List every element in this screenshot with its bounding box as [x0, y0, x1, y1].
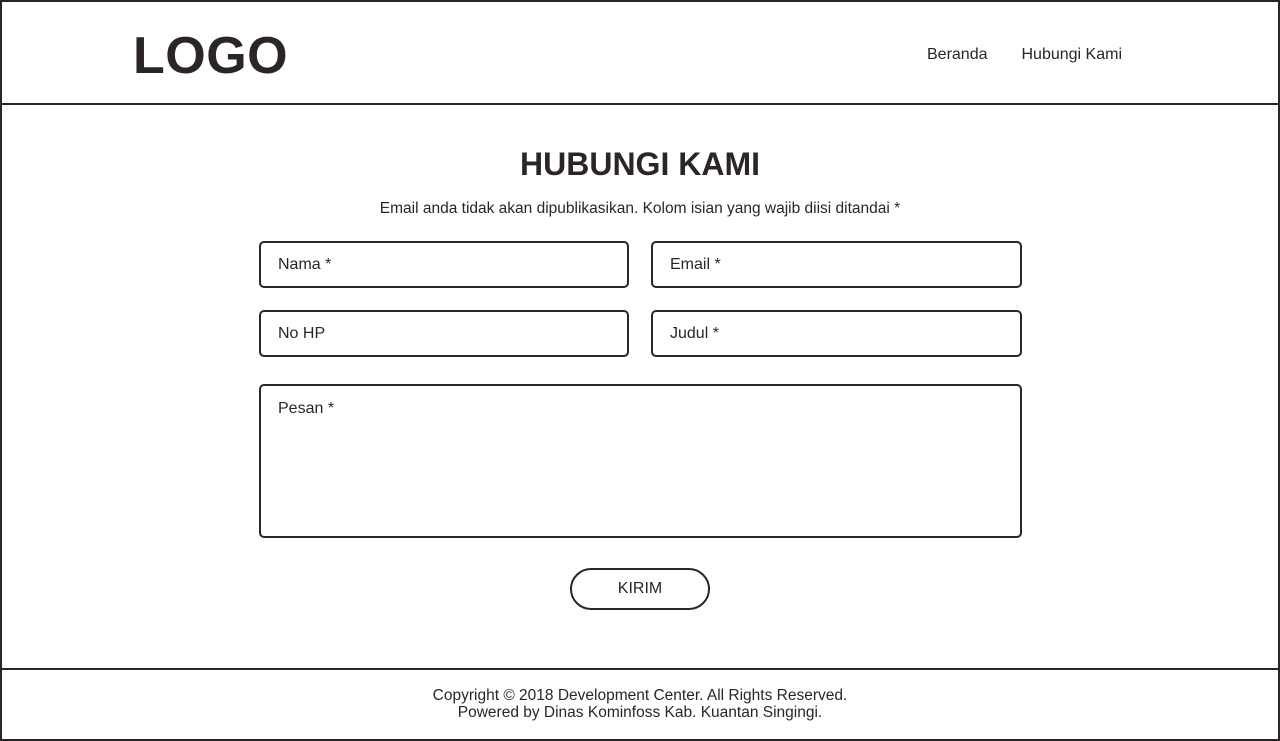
pesan-textarea[interactable] — [261, 386, 1020, 536]
nama-field — [259, 241, 629, 288]
page-title: HUBUNGI KAMI — [520, 146, 760, 182]
nav-link-hubungi-kami[interactable]: Hubungi Kami — [1021, 46, 1122, 63]
email-field — [651, 241, 1022, 288]
logo[interactable]: LOGO — [133, 27, 289, 85]
hp-field — [259, 310, 629, 357]
nav-link-beranda[interactable]: Beranda — [927, 46, 988, 63]
email-input[interactable] — [653, 243, 1020, 286]
site-footer — [0, 668, 1280, 741]
kirim-button[interactable]: KIRIM — [570, 568, 710, 610]
nama-input[interactable] — [261, 243, 627, 286]
copyright-text: Copyright © 2018 Development Center. All Rights Reserved. — [432, 687, 848, 704]
site-header — [0, 0, 1280, 105]
powered-by-text: Powered by Dinas Kominfoss Kab. Kuantan Singingi. — [457, 704, 823, 721]
judul-field — [651, 310, 1022, 357]
pesan-field — [259, 384, 1022, 538]
hp-input[interactable] — [261, 312, 627, 355]
judul-input[interactable] — [653, 312, 1020, 355]
form-instructions: Email anda tidak akan dipublikasikan. Kolom isian yang wajib diisi ditandai * — [379, 200, 901, 217]
main-nav — [927, 46, 1122, 64]
